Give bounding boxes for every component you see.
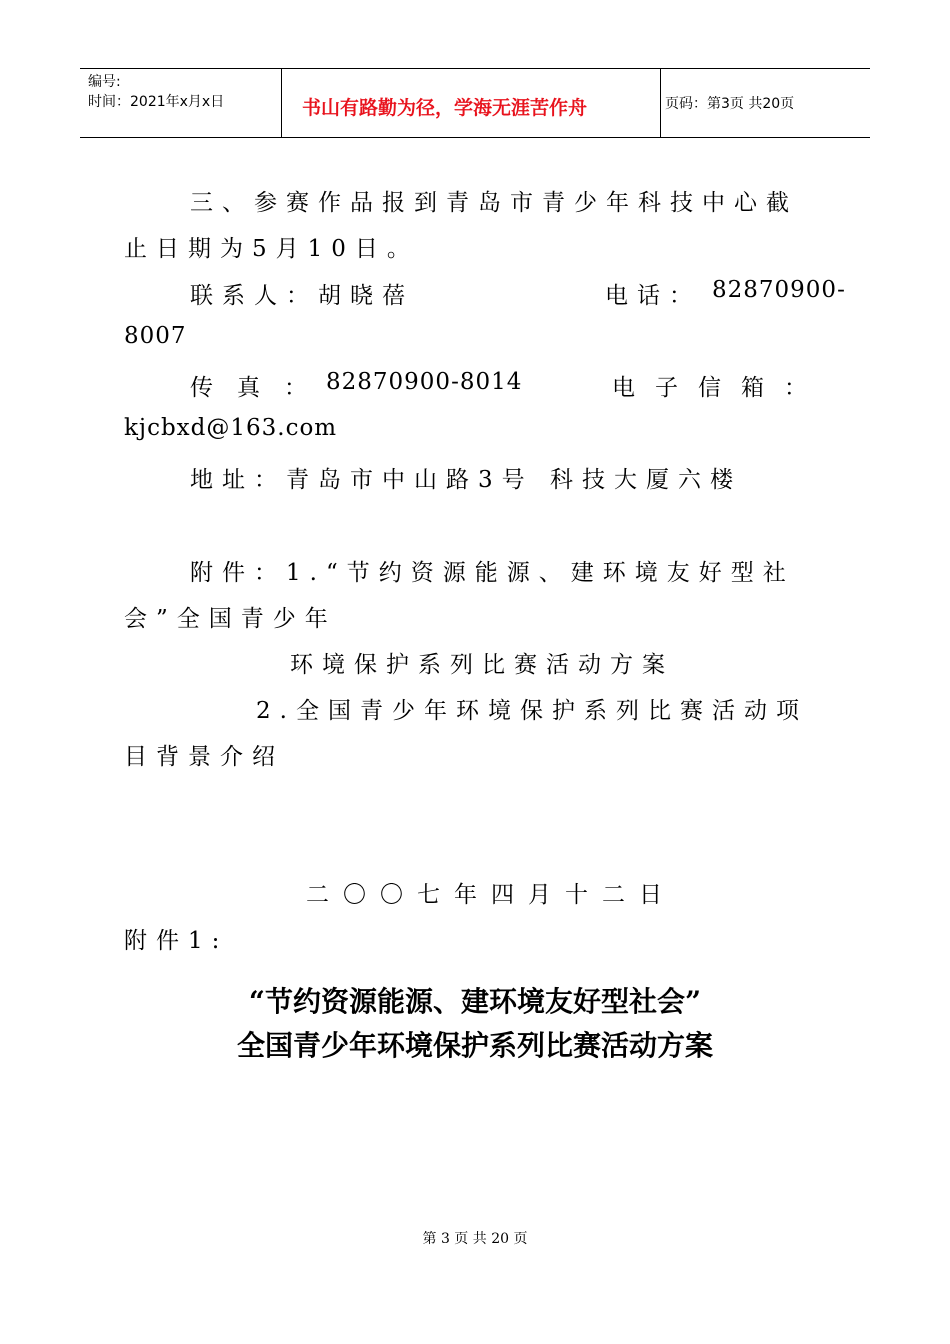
header-motto: 书山有路勤为径，学海无涯苦作舟 xyxy=(302,97,588,119)
header-motto-cell xyxy=(282,69,661,137)
attachment-list-line5: 目背景介绍 xyxy=(124,744,284,770)
email-value: kjcbxd@163.com xyxy=(124,415,338,441)
paragraph-deadline-line2: 止日期为5月10日。 xyxy=(124,236,419,262)
document-date: 二〇〇七年四月十二日 xyxy=(306,882,676,908)
attachment-list-line3: 环境保护系列比赛活动方案 xyxy=(290,652,674,678)
phone-value-continued: 8007 xyxy=(124,323,187,349)
page-header xyxy=(80,68,870,138)
email-label: 电子信箱： xyxy=(612,375,827,401)
header-page-cell xyxy=(661,69,870,137)
header-page-info: 页码：第3页 共20页 xyxy=(665,96,795,112)
attachment-1-label: 附件1: xyxy=(124,928,229,954)
contact-person: 联系人：胡晓蓓 xyxy=(190,283,414,309)
plan-title-line1: “节约资源能源、建环境友好型社会” xyxy=(248,985,702,1018)
header-time-label: 时间：2021年x月x日 xyxy=(88,94,225,110)
address: 地址：青岛市中山路3号 科技大厦六楼 xyxy=(190,467,742,493)
attachment-list-line4: 2.全国青少年环境保护系列比赛活动项 xyxy=(256,698,808,724)
page-footer: 第 3 页 共 20 页 xyxy=(422,1231,528,1247)
fax-value: 82870900-8014 xyxy=(326,369,523,395)
paragraph-deadline-line1: 三、参赛作品报到青岛市青少年科技中心截 xyxy=(190,190,798,216)
plan-title-line2: 全国青少年环境保护系列比赛活动方案 xyxy=(236,1029,713,1062)
phone-value: 82870900- xyxy=(712,277,846,303)
header-number-label: 编号: xyxy=(88,74,121,90)
header-left-cell xyxy=(80,69,282,137)
attachment-list-line2: 会”全国青少年 xyxy=(124,606,337,632)
attachment-list-line1: 附件：1.“节约资源能源、建环境友好型社 xyxy=(190,560,795,586)
phone-label: 电话： xyxy=(605,283,701,309)
fax-label: 传真： xyxy=(190,375,331,401)
